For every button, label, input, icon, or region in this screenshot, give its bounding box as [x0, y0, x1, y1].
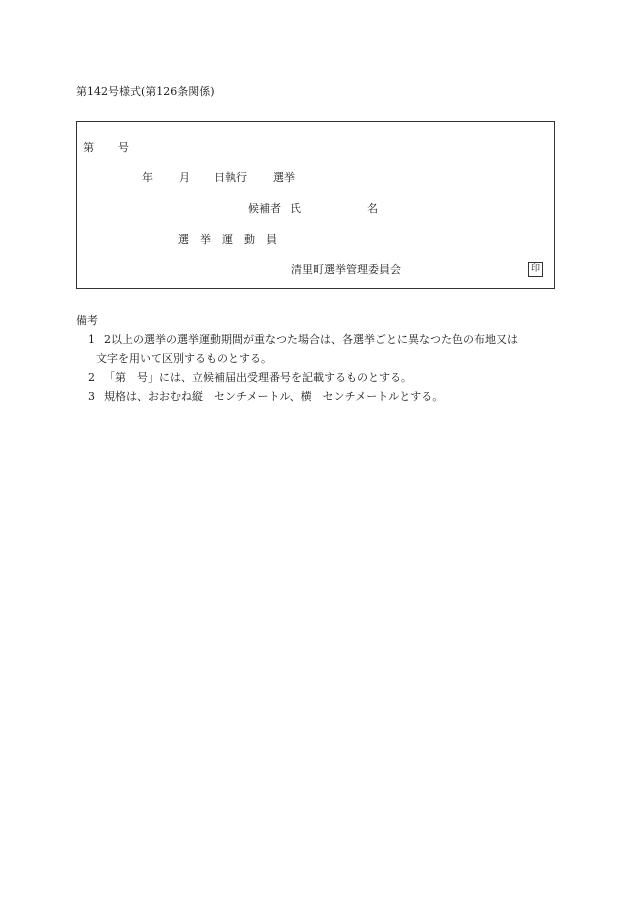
- note-number: 2: [88, 371, 95, 384]
- number-row: [83, 142, 129, 153]
- notes-heading: 備考: [76, 314, 98, 327]
- name-part1: 氏: [290, 202, 301, 215]
- number-prefix: 第: [83, 141, 94, 154]
- number-suffix: 号: [118, 141, 129, 154]
- form-box: [76, 121, 555, 289]
- staff-label: 選挙運動員: [178, 233, 288, 246]
- note-text: 「第 号」には、立候補届出受理番号を記載するものとする。: [104, 371, 412, 384]
- date-row: [142, 172, 295, 183]
- seal-mark: 印: [528, 262, 543, 277]
- name-part2: 名: [367, 202, 378, 215]
- date-year: 年: [142, 171, 153, 184]
- note-text: 規格は、おおむね縦 センチメートル、横 センチメートルとする。: [104, 390, 444, 403]
- candidate-row: [248, 203, 378, 214]
- date-day: 日執行: [214, 171, 247, 184]
- note-number: 3: [88, 390, 95, 403]
- committee-name: 清里町選挙管理委員会: [291, 263, 401, 276]
- date-month: 月: [179, 171, 190, 184]
- form-title: 第142号様式(第126条関係): [76, 85, 215, 98]
- note-continuation: 文字を用いて区別するものとする。: [96, 352, 272, 365]
- candidate-label: 候補者: [248, 202, 281, 215]
- note-item: [88, 372, 412, 383]
- note-number: 1: [88, 333, 95, 346]
- note-item: [88, 334, 518, 345]
- note-item: [88, 391, 443, 402]
- note-text: 2以上の選挙の選挙運動期間が重なつた場合は、各選挙ごとに異なつた色の布地又は: [104, 333, 518, 346]
- election-label: 選挙: [273, 171, 295, 184]
